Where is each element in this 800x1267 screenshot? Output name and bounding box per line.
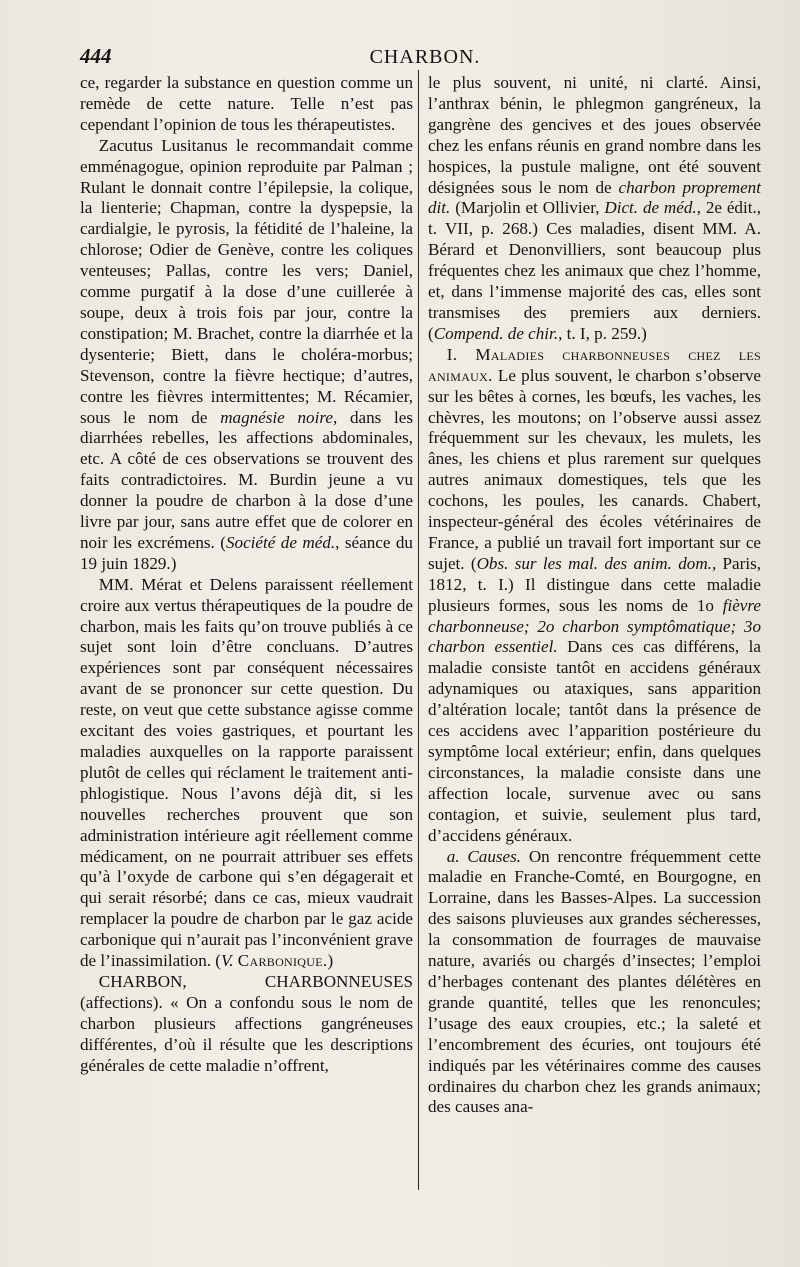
text: ce, regarder la substance en question comme un remède de cette nature. Telle n’est pas cependant l’opinion de tous les thérapeutistes. [80, 73, 413, 134]
paragraph [80, 575, 413, 972]
italic-term: magnésie noire [220, 407, 333, 427]
text: On rencontre fréquemment cette maladie en Franche-Comté, en Bourgogne, en Lorraine, dans les Basses-Alpes. La succession des saisons pluvieuses aux grandes sécheresses, la consommation de fourrages de mauvaise nature, avariés ou chargés d’insectes; l’emploi d’herbages contenant des plantes délétères en grande quantité, telles que les renoncules; l’usage des eaux croupies, etc.; la saleté et l’encombrement des écuries, ont toujours été indiqués par les vétérinaires comme des causes ordinaires du charbon chez les grands animaux; des causes ana- [428, 846, 761, 1117]
text: , t. I, p. 259.) [558, 323, 647, 343]
left-column [80, 73, 413, 1077]
text: ) [327, 951, 334, 971]
paragraph [80, 73, 413, 136]
text: , 2e édit., t. VII, p. 268.) Ces maladies, disent MM. A. Bérard et Denonvilliers, sont beaucoup plus fréquentes chez les animaux que chez l’homme, et, dans l’immense majorité des cas, elles sont transmises des premiers aux derniers. ( [428, 198, 761, 343]
text: , dans les diarrhées rebelles, les affections abdominales, etc. A côté de ces observations se trouvent des faits contradictoires. M. Burdin jeune a vu donner la poudre de charbon à la dose d’une livre par jour, sans autre effet que de colorer en noir les excrémens. ( [80, 407, 413, 552]
section-heading: I. Maladies charbonneuses chez les animaux. [428, 344, 761, 385]
subsection-paragraph [428, 847, 761, 1119]
text: (Marjolin et Ollivier, [450, 198, 605, 218]
section-paragraph [428, 345, 761, 847]
subsection-heading: a. Causes. [446, 846, 522, 866]
text: (affections). « On a confondu sous le nom de charbon plusieurs affections gangréneuses différentes, d’où il résulte que les descriptions générales de cette maladie n’offrent, [80, 992, 413, 1075]
cross-reference: Carbonique. [237, 951, 328, 971]
italic-citation: Obs. sur les mal. des anim. dom. [476, 553, 712, 573]
text: , Paris, 1812, t. I.) Il distingue dans cette maladie plusieurs formes, sous les noms de 1o [428, 553, 761, 615]
italic-citation: Dict. de méd. [604, 198, 697, 218]
paragraph [428, 73, 761, 345]
text: MM. Mérat et Delens paraissent réellement croire aux vertus thérapeutiques de la poudre de charbon, mais les faits qu’on trouve publiés à ce sujet sont loin d’être concluans. D’autres expériences sont par conséquent nécessaires avant de se prononcer sur cette question. Du reste, on veut que cette substance agisse comme excitant des voies gastriques, et pourtant les maladies auxquelles on la rapporte paraissent plutôt de celles qui réclament le traitement anti-phlogistique. Nous l’avons déjà dit, si les nouvelles recherches prouvent que son administration intérieure agit réellement comme médicament, on ne pourrait attribuer ses effets qu’à l’oxyde de carbone qui s’en dégagerait et qui serait résorbé; dans ce cas, mieux vaudrait remplacer la poudre de charbon par le gaz acide carbonique qui n’aurait pas l’inconvénient grave de l’inassimilation. ( [80, 574, 413, 971]
italic-term: charbon proprement dit. [428, 177, 761, 218]
text: le plus souvent, ni unité, ni clarté. Ainsi, l’anthrax bénin, le phlegmon gangréneux, la gangrène des gencives et des joues observée chez les enfans réunis en grand nombre dans les hospices, la pustule maligne, ont été souvent désignées sous le nom de [428, 73, 761, 197]
text: Zacutus Lusitanus le recommandait comme emménagogue, opinion reproduite par Palman ; Rulant le donnait contre l’épilepsie, la colique, la lienterie; Chapman, contre la dyspepsie, la cardialgie, le pyrosis, la fétidité de l’haleine, la chlorose; Odier de Genève, contre les coliques venteuses; Pallas, contre les vers; Daniel, comme purgatif à la dose d’une cuillerée à soupe, deux à trois fois par jour, contre la constipation; M. Brachet, contre la diarrhée et la dysenterie; Biett, dans le choléra-morbus; Stevenson, contre la fièvre hectique; d’autres, contre les fièvres intermittentes; M. Récamier, sous le nom de [80, 135, 413, 427]
right-column [428, 73, 761, 1118]
page-header [80, 40, 770, 70]
paragraph [80, 136, 413, 575]
text: Dans ces cas différens, la maladie consiste tantôt en accidens généraux adynamiques ou ataxiques, sans apparition d’altération locale; tantôt dans la présence de ces accidens avec l’apparition postérieure du symptôme local extérieur; enfin, dans quelques circonstances, la maladie consiste dans une affection locale, survenue avec ou sans contagion, et suivie, seulement plus tard, d’accidens généraux. [428, 637, 761, 845]
page-number: 444 [80, 44, 112, 68]
column-divider [418, 70, 419, 1190]
italic-terms: fièvre charbonneuse; 2o charbon symptômatique; 3o charbon essentiel. [428, 595, 761, 657]
running-title: CHARBON. [369, 46, 481, 68]
italic-citation: Compend. de chir. [433, 323, 559, 343]
entry-paragraph [80, 972, 413, 1077]
text: , séance du 19 juin 1829.) [80, 532, 413, 573]
text: Le plus souvent, le charbon s’observe sur les bêtes à cornes, les bœufs, les vaches, les chèvres, les moutons; on l’observe aussi assez fréquemment sur les chevaux, les mulets, les ânes, les chiens et plus rarement sur quelques autres animaux domestiques, tels que les cochons, les poules, les canards. Chabert, inspecteur-général des écoles vétérinaires de France, a publié un travail fort important sur ce sujet. ( [428, 365, 761, 573]
italic-ref: V. [221, 951, 234, 971]
italic-citation: Société de méd. [225, 532, 336, 552]
entry-title: CHARBON, CHARBONNEUSES [98, 971, 413, 991]
